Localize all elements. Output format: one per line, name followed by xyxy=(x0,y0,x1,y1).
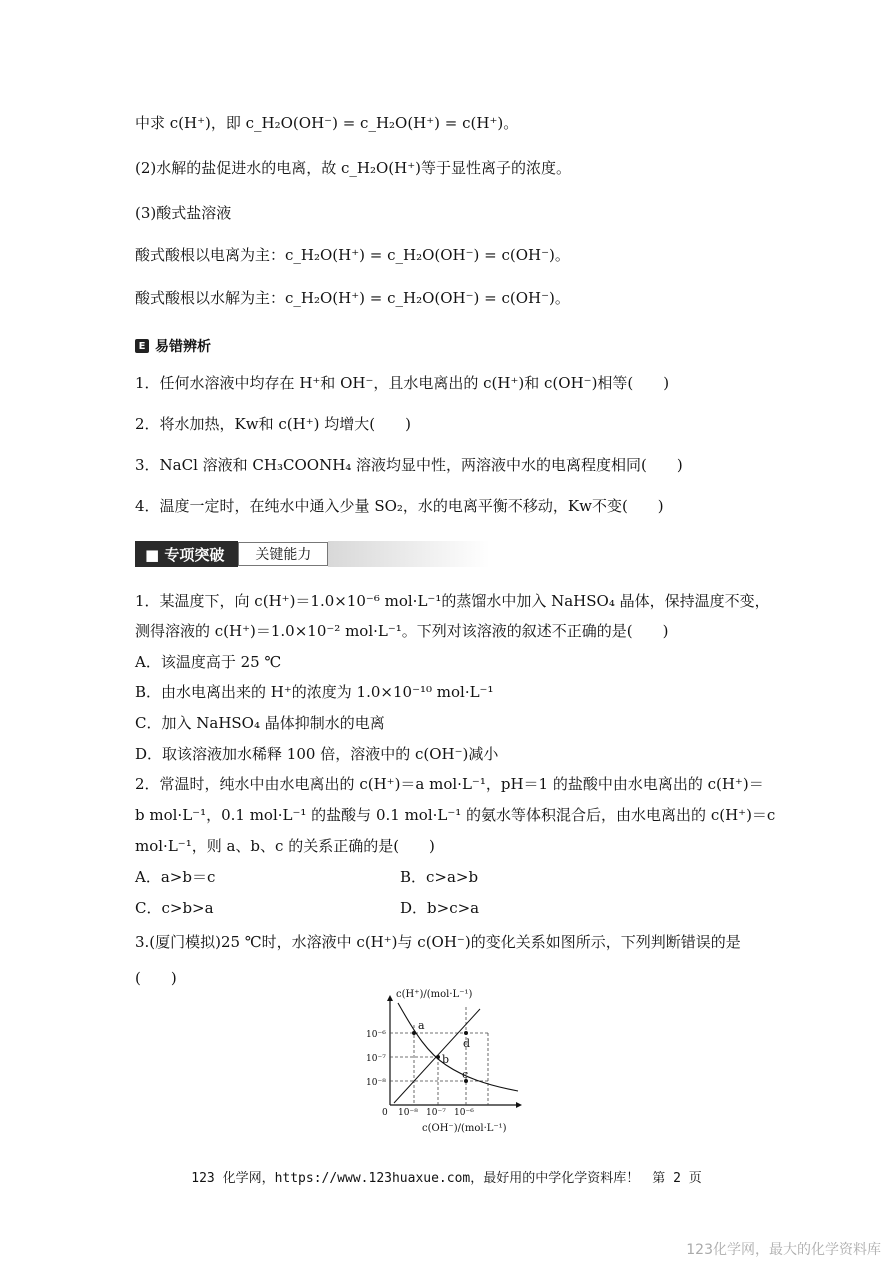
q1-option-d: D．取该溶液加水稀释 100 倍，溶液中的 c(OH⁻)减小 xyxy=(135,745,499,763)
kw-curve xyxy=(398,1003,518,1091)
x-axis-label: c(OH⁻)/(mol·L⁻¹) xyxy=(422,1123,507,1134)
y-tick-3: 10⁻⁸ xyxy=(366,1078,386,1088)
banner-dark-label: ■ 专项突破 xyxy=(135,541,238,567)
q1-option-b: B．由水电离出来的 H⁺的浓度为 1.0×10⁻¹⁰ mol·L⁻¹ xyxy=(135,683,494,701)
q1-line-2: 测得溶液的 c(H⁺)＝1.0×10⁻² mol·L⁻¹。下列对该溶液的叙述不正确的是( ) xyxy=(135,622,669,640)
mistake-item-1: 1．任何水溶液中均存在 H⁺和 OH⁻，且水电离出的 c(H⁺)和 c(OH⁻)相等( ) xyxy=(135,374,670,392)
q1-line-1: 1．某温度下，向 c(H⁺)＝1.0×10⁻⁶ mol·L⁻¹的蒸馏水中加入 NaHSO₄ 晶体，保持温度不变， xyxy=(135,592,770,610)
point-b xyxy=(436,1055,440,1059)
x-axis-arrow xyxy=(516,1102,522,1108)
q2-line-1: 2．常温时，纯水中由水电离出的 c(H⁺)＝a mol·L⁻¹，pH＝1 的盐酸中由水电离出的 c(H⁺)＝ xyxy=(135,775,764,793)
x-tick-1: 10⁻⁸ xyxy=(398,1108,418,1118)
y-axis-arrow xyxy=(387,995,393,1001)
q2-line-3: mol·L⁻¹，则 a、b、c 的关系正确的是( ) xyxy=(135,837,435,855)
q2-option-c: C．c>b>a xyxy=(135,899,214,917)
q2-option-d: D．b>c>a xyxy=(400,899,480,917)
page-footer: 123 化学网，https://www.123huaxue.com，最好用的中学化学资料库！ 第 2 页 xyxy=(191,1171,702,1186)
mistake-item-4: 4．温度一定时，在纯水中通入少量 SO₂，水的电离平衡不移动，Kw不变( ) xyxy=(135,497,664,515)
origin-label: 0 xyxy=(382,1108,388,1118)
watermark: 123化学网，最大的化学资料库 xyxy=(686,1242,881,1258)
q1-option-c: C．加入 NaHSO₄ 晶体抑制水的电离 xyxy=(135,714,385,732)
q1-option-a: A．该温度高于 25 ℃ xyxy=(135,653,282,671)
point-d xyxy=(464,1031,468,1035)
y-tick-2: 10⁻⁷ xyxy=(366,1054,386,1064)
q3-line-1: 3.(厦门模拟)25 ℃时，水溶液中 c(H⁺)与 c(OH⁻)的变化关系如图所示，下列判断错误的是 xyxy=(135,933,741,951)
text-line-1: 中求 c(H⁺)，即 c_H₂O(OH⁻) = c_H₂O(H⁺) = c(H⁺)。 xyxy=(135,114,519,132)
y-tick-1: 10⁻⁶ xyxy=(366,1030,386,1040)
section-title: 易错辨析 xyxy=(155,339,211,355)
section-banner xyxy=(135,541,490,567)
x-tick-2: 10⁻⁷ xyxy=(426,1108,446,1118)
point-label-a: a xyxy=(418,1019,425,1032)
q3-line-2: ( ) xyxy=(135,969,177,987)
mistake-item-2: 2．将水加热，Kw和 c(H⁺) 均增大( ) xyxy=(135,415,411,433)
ion-product-graph xyxy=(356,985,536,1140)
point-label-b: b xyxy=(442,1053,450,1066)
text-line-2: (2)水解的盐促进水的电离，故 c_H₂O(H⁺)等于显性离子的浓度。 xyxy=(135,159,572,177)
section-icon: E xyxy=(135,339,149,353)
point-a xyxy=(412,1031,416,1035)
q2-option-a: A．a>b＝c xyxy=(135,868,216,886)
text-line-4: 酸式酸根以电离为主：c_H₂O(H⁺) = c_H₂O(OH⁻) = c(OH⁻)。 xyxy=(135,246,570,264)
point-label-d: d xyxy=(463,1037,471,1050)
x-tick-3: 10⁻⁶ xyxy=(454,1108,474,1118)
banner-light-label: 关键能力 xyxy=(238,542,328,566)
point-label-c: c xyxy=(462,1068,469,1081)
section-header-mistakes xyxy=(135,336,211,356)
banner-fade xyxy=(328,541,490,567)
q2-line-2: b mol·L⁻¹，0.1 mol·L⁻¹ 的盐酸与 0.1 mol·L⁻¹ 的氨水等体积混合后，由水电离出的 c(H⁺)＝c xyxy=(135,806,776,824)
q2-option-b: B．c>a>b xyxy=(400,868,479,886)
text-line-3: (3)酸式盐溶液 xyxy=(135,204,232,222)
text-line-5: 酸式酸根以水解为主：c_H₂O(H⁺) = c_H₂O(OH⁻) = c(OH⁻)。 xyxy=(135,289,570,307)
y-axis-label: c(H⁺)/(mol·L⁻¹) xyxy=(396,989,473,1000)
mistake-item-3: 3．NaCl 溶液和 CH₃COONH₄ 溶液均显中性，两溶液中水的电离程度相同( ) xyxy=(135,456,683,474)
